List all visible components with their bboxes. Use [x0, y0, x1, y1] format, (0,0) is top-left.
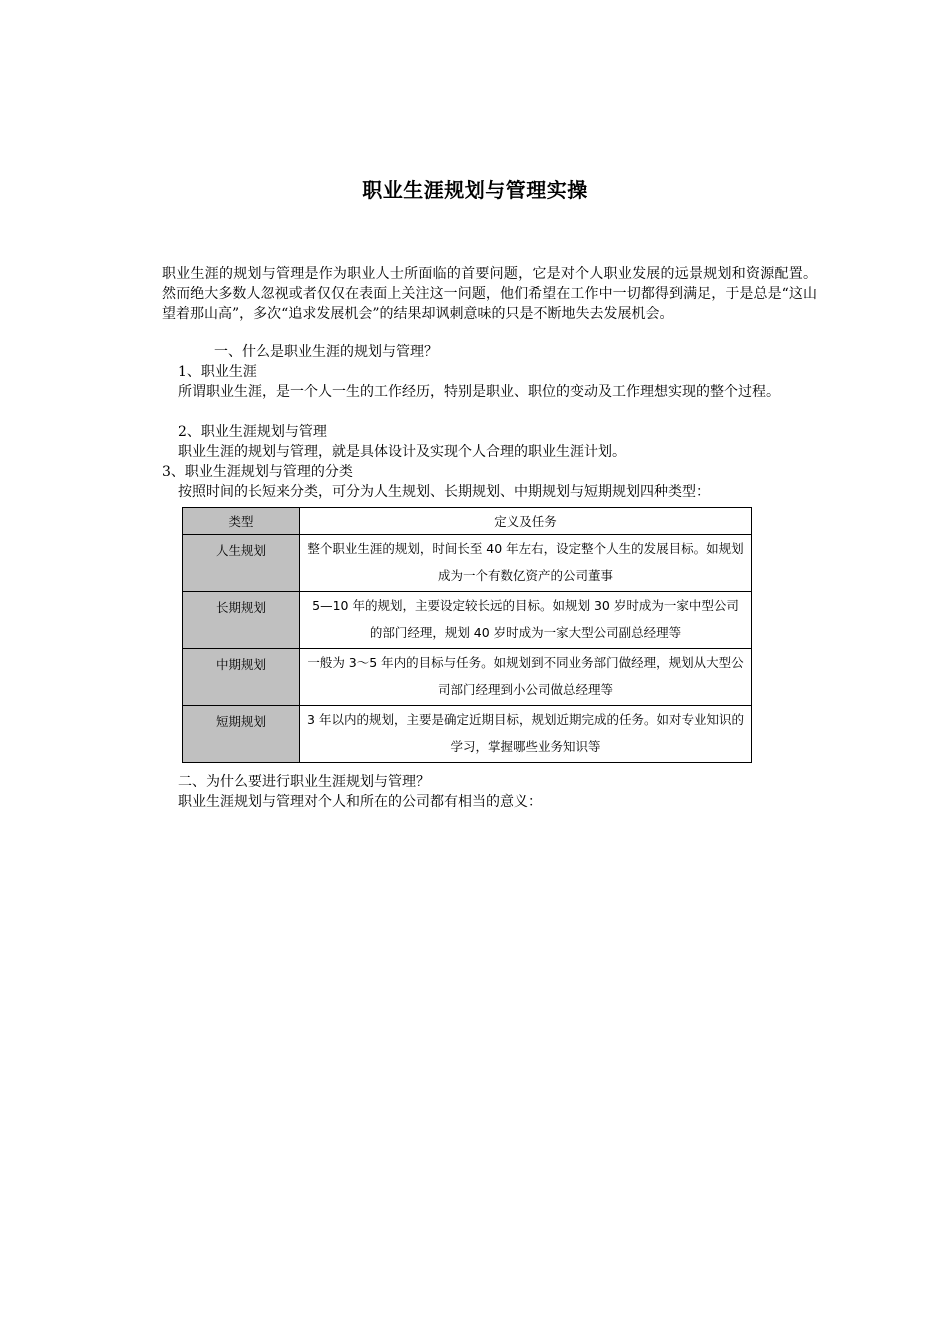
- item3-text: 按照时间的长短来分类，可分为人生规划、长期规划、中期规划与短期规划四种类型：: [178, 484, 710, 500]
- item1-text: 所谓职业生涯，是一个人一生的工作经历，特别是职业、职位的变动及工作理想实现的整个过程。: [178, 384, 780, 400]
- table-header-definition: 定义及任务: [300, 508, 752, 535]
- table-cell-definition: 整个职业生涯的规划，时间长至 40 年左右，设定整个人生的发展目标。如规划成为一个有数亿资产的公司董事: [300, 535, 752, 592]
- section2-heading: 二、为什么要进行职业生涯规划与管理？: [178, 774, 430, 790]
- item2-text: 职业生涯的规划与管理，就是具体设计及实现个人合理的职业生涯计划。: [178, 444, 626, 460]
- table-cell-definition: 3 年以内的规划，主要是确定近期目标，规划近期完成的任务。如对专业知识的学习，掌握哪些业务知识等: [300, 706, 752, 763]
- table-row: [183, 592, 752, 649]
- table-header-type: 类型: [183, 508, 300, 535]
- item1-heading: 1、职业生涯: [178, 364, 257, 380]
- section2-text: 职业生涯规划与管理对个人和所在的公司都有相当的意义：: [178, 794, 542, 810]
- planning-types-table: [182, 507, 752, 763]
- item2-heading: 2、职业生涯规划与管理: [178, 424, 327, 440]
- table-cell-definition: 5—10 年的规划，主要设定较长远的目标。如规划 30 岁时成为一家中型公司的部门经理，规划 40 岁时成为一家大型公司副总经理等: [300, 592, 752, 649]
- table-cell-type: 长期规划: [183, 592, 300, 649]
- table-row: [183, 649, 752, 706]
- table-row: [183, 706, 752, 763]
- section1-heading: 一、什么是职业生涯的规划与管理？: [214, 344, 438, 360]
- page-title: 职业生涯规划与管理实操: [362, 178, 588, 202]
- intro-paragraph: 职业生涯的规划与管理是作为职业人士所面临的首要问题，它是对个人职业发展的远景规划和资源配置。然而绝大多数人忽视或者仅仅在表面上关注这一问题，他们希望在工作中一切都得到满足，于是总是“这山望着那山高”，多次“追求发展机会”的结果却讽刺意味的只是不断地失去发展机会。: [162, 266, 817, 322]
- table-cell-type: 短期规划: [183, 706, 300, 763]
- table-row: [183, 535, 752, 592]
- table-header-row: [183, 508, 752, 535]
- item3-heading: 3、职业生涯规划与管理的分类: [162, 464, 353, 480]
- table-cell-type: 中期规划: [183, 649, 300, 706]
- table-cell-definition: 一般为 3～5 年内的目标与任务。如规划到不同业务部门做经理，规划从大型公司部门经理到小公司做总经理等: [300, 649, 752, 706]
- table-cell-type: 人生规划: [183, 535, 300, 592]
